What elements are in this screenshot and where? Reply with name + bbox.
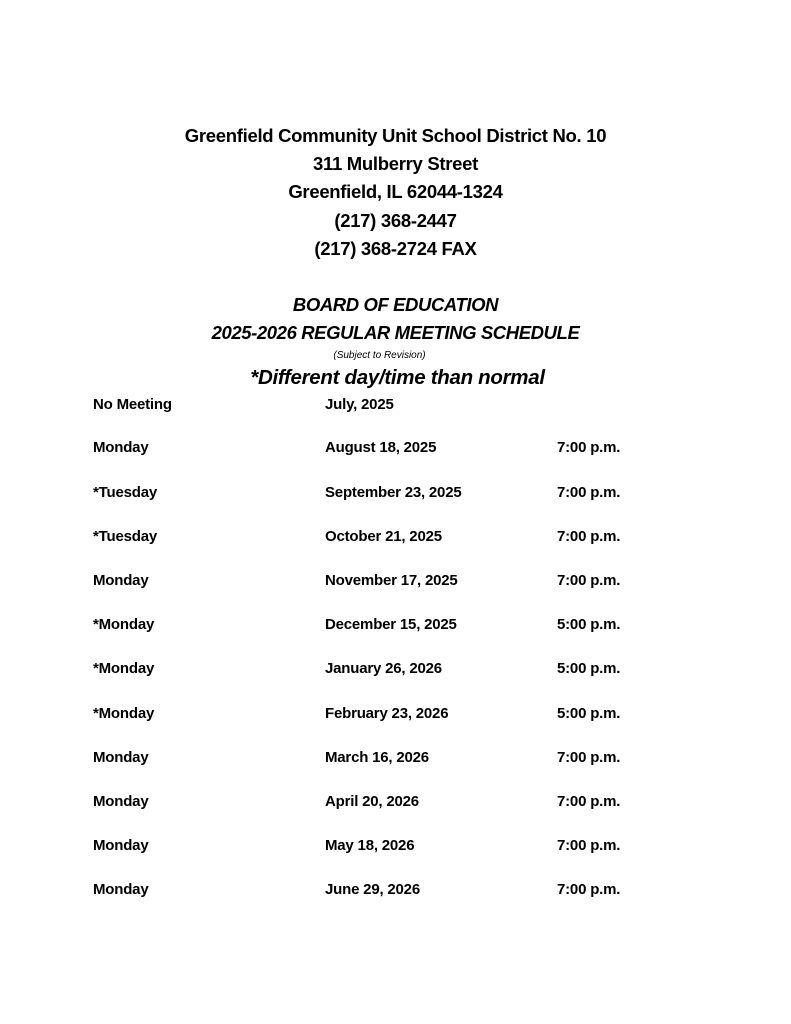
schedule-title: 2025-2026 REGULAR MEETING SCHEDULE	[211, 322, 580, 343]
schedule-row	[0, 705, 791, 725]
district-name: Greenfield Community Unit School District No. 10	[184, 125, 607, 146]
meeting-date: June 29, 2026	[325, 881, 420, 898]
street-address: 311 Mulberry Street	[313, 153, 478, 174]
meeting-time: 7:00 p.m.	[557, 881, 621, 898]
schedule-row	[0, 396, 791, 416]
meeting-time: 5:00 p.m.	[557, 660, 621, 677]
meeting-day: Monday	[93, 881, 149, 898]
phone-number: (217) 368-2447	[334, 210, 457, 231]
meeting-time: 5:00 p.m.	[557, 705, 621, 722]
meeting-time: 5:00 p.m.	[557, 616, 621, 633]
meeting-day: Monday	[93, 793, 149, 810]
meeting-time: 7:00 p.m.	[557, 528, 621, 545]
meeting-time: 7:00 p.m.	[557, 837, 621, 854]
meeting-date: February 23, 2026	[325, 705, 449, 722]
meeting-day: *Tuesday	[93, 484, 157, 501]
meeting-day: *Monday	[93, 616, 155, 633]
meeting-date: August 18, 2025	[325, 439, 437, 456]
board-title: BOARD OF EDUCATION	[292, 294, 499, 315]
meeting-time: 7:00 p.m.	[557, 484, 621, 501]
city-state-zip: Greenfield, IL 62044-1324	[288, 181, 503, 202]
schedule-row	[0, 793, 791, 813]
meeting-day: Monday	[93, 749, 149, 766]
meeting-day: *Tuesday	[93, 528, 157, 545]
meeting-day: No Meeting	[93, 396, 172, 413]
schedule-row	[0, 439, 791, 459]
meeting-date: October 21, 2025	[325, 528, 442, 545]
schedule-row	[0, 616, 791, 636]
schedule-row	[0, 528, 791, 548]
schedule-row	[0, 837, 791, 857]
meeting-date: December 15, 2025	[325, 616, 457, 633]
schedule-row	[0, 660, 791, 680]
meeting-day: Monday	[93, 439, 149, 456]
schedule-row	[0, 749, 791, 769]
meeting-time: 7:00 p.m.	[557, 572, 621, 589]
meeting-day: *Monday	[93, 705, 155, 722]
schedule-row	[0, 881, 791, 901]
meeting-date: September 23, 2025	[325, 484, 462, 501]
revision-note: (Subject to Revision)	[333, 350, 426, 361]
schedule-row	[0, 572, 791, 592]
legend-note: *Different day/time than normal	[250, 366, 545, 389]
fax-number: (217) 368-2724 FAX	[314, 238, 477, 259]
meeting-date: April 20, 2026	[325, 793, 419, 810]
meeting-day: *Monday	[93, 660, 155, 677]
meeting-date: November 17, 2025	[325, 572, 458, 589]
meeting-date: March 16, 2026	[325, 749, 429, 766]
meeting-date: July, 2025	[325, 396, 394, 413]
meeting-time: 7:00 p.m.	[557, 793, 621, 810]
schedule-row	[0, 484, 791, 504]
meeting-date: January 26, 2026	[325, 660, 442, 677]
meeting-time: 7:00 p.m.	[557, 749, 621, 766]
meeting-day: Monday	[93, 572, 149, 589]
meeting-day: Monday	[93, 837, 149, 854]
meeting-date: May 18, 2026	[325, 837, 415, 854]
meeting-time: 7:00 p.m.	[557, 439, 621, 456]
